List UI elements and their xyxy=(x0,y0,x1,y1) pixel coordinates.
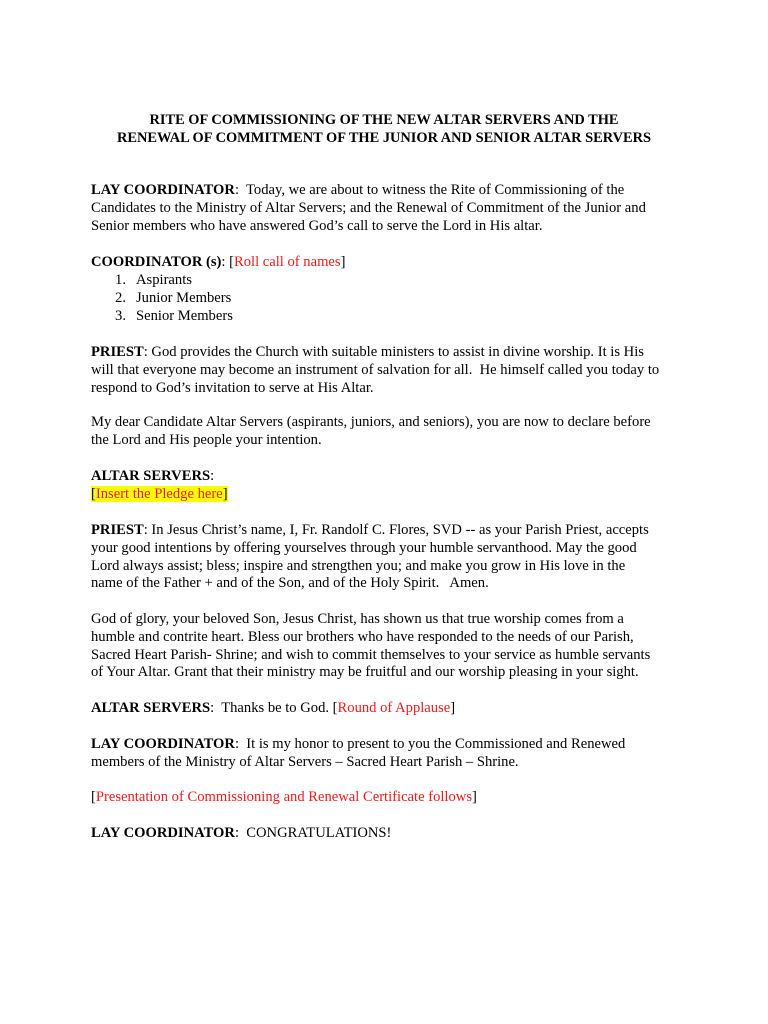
pledge-placeholder: [Insert the Pledge here] xyxy=(91,485,228,502)
text-line: It is my honor to present to you the Commissioned and Renewed xyxy=(239,736,626,752)
closing-text: : CONGRATULATIONS! xyxy=(234,825,392,841)
text-line: the Lord and His people your intention. xyxy=(91,431,322,448)
roll-call-list xyxy=(91,272,233,325)
colon: : xyxy=(210,468,215,484)
prayer xyxy=(91,611,691,682)
congratulations xyxy=(91,825,691,843)
text-line: name of the Father + and of the Son, and of the Holy Spirit. Amen. xyxy=(91,575,489,592)
list-item: 1. Aspirants xyxy=(115,272,192,288)
list-item: 2. Junior Members xyxy=(115,289,232,306)
text-line: of Your Altar. Grant that their ministry may be fruitful and our worship pleasing in your sight. xyxy=(91,664,639,681)
colon-bracket: : [ xyxy=(221,254,234,270)
lay-coordinator-intro xyxy=(91,182,691,235)
text-line: Sacred Heart Parish- Shrine; and wish to commit themselves to your service as humble servants xyxy=(91,646,651,663)
colon: : xyxy=(143,522,148,538)
stage-direction: Presentation of Commissioning and Renewal Certificate follows xyxy=(95,789,472,805)
document-title xyxy=(0,111,768,147)
text-line: In Jesus Christ’s name, I, Fr. Randolf C. Flores, SVD -- as your Parish Priest, accepts xyxy=(147,522,649,538)
stage-direction: Round of Applause xyxy=(337,700,451,716)
altar-servers-pledge xyxy=(91,468,691,504)
colon: : xyxy=(143,344,148,360)
text-line: Lord always assist; bless; inspire and strengthen you; and make you grow in His love in the xyxy=(91,557,626,574)
text-line: God of glory, your beloved Son, Jesus Christ, has shown us that true worship comes from a xyxy=(91,611,624,627)
text-line: members of the Ministry of Altar Servers – Sacred Heart Parish – Shrine. xyxy=(91,753,519,770)
title-line-2: RENEWAL OF COMMITMENT OF THE JUNIOR AND SENIOR ALTAR SERVERS xyxy=(116,130,652,146)
text-line: God provides the Church with suitable ministers to assist in divine worship. It is His xyxy=(147,344,644,360)
speaker-label: PRIEST xyxy=(91,344,144,360)
text-line: Today, we are about to witness the Rite of Commissioning of the xyxy=(239,182,625,198)
priest-acceptance xyxy=(91,522,691,593)
title-line-1: RITE OF COMMISSIONING OF THE NEW ALTAR SERVERS AND THE xyxy=(149,112,619,128)
response-text: : Thanks be to God. [ xyxy=(210,700,338,716)
priest-invitation xyxy=(91,414,691,450)
list-item: 3. Senior Members xyxy=(115,307,233,324)
text-line: Candidates to the Ministry of Altar Servers; and the Renewal of Commitment of the Junior and xyxy=(91,199,646,216)
lay-coordinator-presentation xyxy=(91,736,691,772)
text-line: will that everyone may become an instrument of salvation for all. He himself called you today to xyxy=(91,361,660,378)
text-line: My dear Candidate Altar Servers (aspirants, juniors, and seniors), you are now to declare before xyxy=(91,414,651,430)
speaker-label: LAY COORDINATOR xyxy=(91,182,235,198)
text-line: Senior members who have answered God’s call to serve the Lord in His altar. xyxy=(91,217,543,234)
coordinator-roll-call xyxy=(91,254,691,272)
stage-direction: Roll call of names xyxy=(233,254,341,270)
speaker-label: COORDINATOR (s) xyxy=(91,254,222,270)
colon: : xyxy=(234,182,239,198)
speaker-label: LAY COORDINATOR xyxy=(91,736,235,752)
certificate-note: [Presentation of Commissioning and Renewal Certificate follows] xyxy=(91,789,477,805)
text-line: humble and contrite heart. Bless our brothers who have responded to the needs of our Parish, xyxy=(91,628,634,645)
speaker-label: ALTAR SERVERS xyxy=(91,468,211,484)
speaker-label: LAY COORDINATOR xyxy=(91,825,235,841)
text-line: your good intentions by offering yourselves through your humble servanthood. May the good xyxy=(91,539,637,556)
colon: : xyxy=(234,736,239,752)
speaker-label: ALTAR SERVERS xyxy=(91,700,211,716)
speaker-label: PRIEST xyxy=(91,522,144,538)
altar-servers-response: ALTAR SERVERS: Thanks be to God. [Round of Applause] xyxy=(91,700,456,716)
priest-address xyxy=(91,344,691,397)
text-line: respond to God’s invitation to serve at His Altar. xyxy=(91,379,374,396)
bracket: ] xyxy=(340,254,346,270)
